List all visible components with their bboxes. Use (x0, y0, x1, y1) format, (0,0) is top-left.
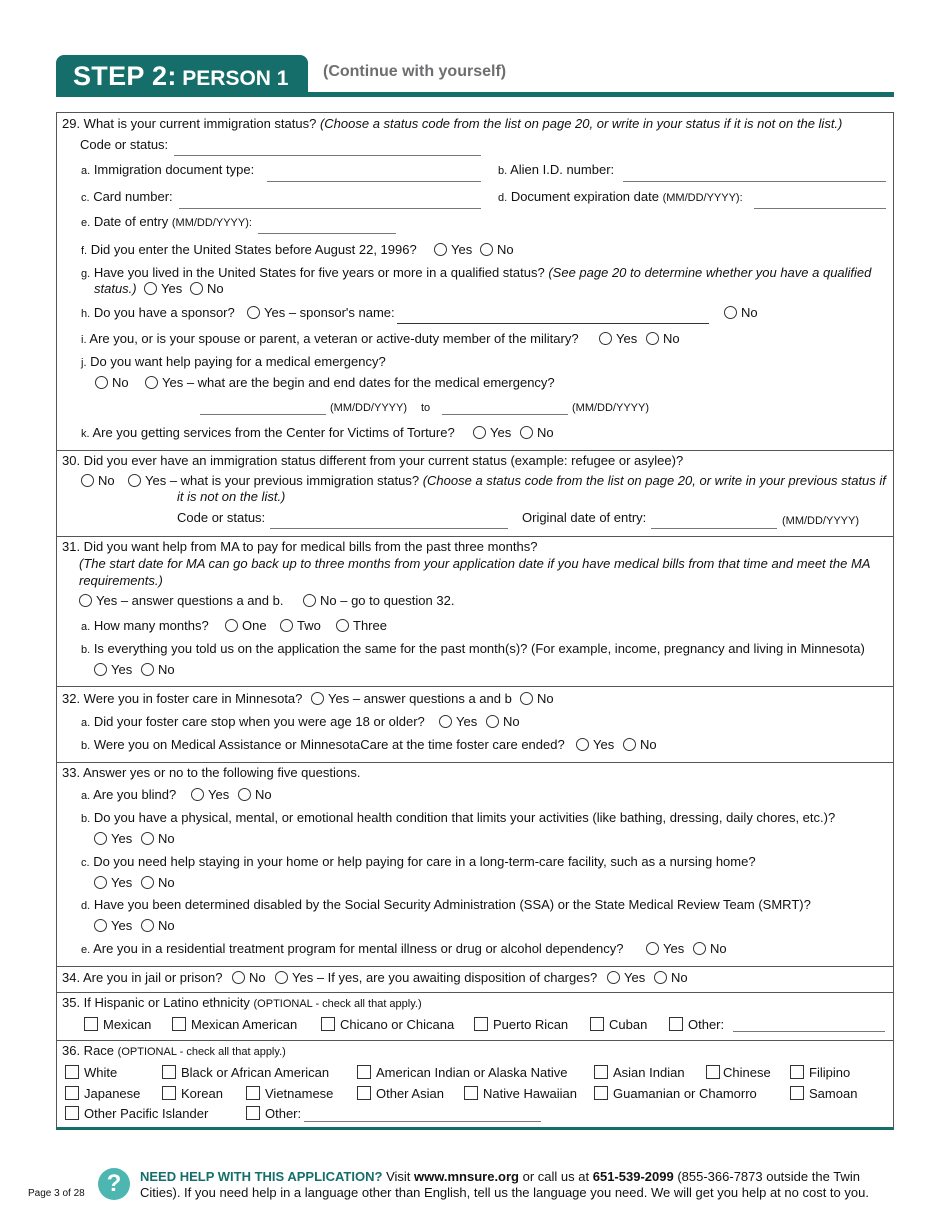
q29-j-fmt2: (MM/DD/YYYY) (572, 402, 649, 414)
q33-a-yes-label: Yes (208, 787, 230, 802)
q36-checkbox-chinese[interactable] (706, 1065, 720, 1079)
q33-d-yes-label: Yes (111, 918, 133, 933)
q33-b-yes-label: Yes (111, 831, 133, 846)
q36-option-guamanian: Guamanian or Chamorro (613, 1086, 757, 1101)
q36-option-other: Other: (265, 1106, 302, 1121)
q36-checkbox-samoan[interactable] (790, 1086, 804, 1100)
q34-divider (57, 966, 893, 967)
q36-checkbox-white[interactable] (65, 1065, 79, 1079)
q36-checkbox-native-hawaiian[interactable] (464, 1086, 478, 1100)
q29-j-yes-label: Yes – what are the begin and end dates for the medical emergency? (162, 375, 555, 390)
q36-option-samoan: Samoan (809, 1086, 858, 1101)
q29-f-no-radio[interactable] (480, 243, 493, 256)
q33-d-label: d. Have you been determined disabled by the Social Security Administration (SSA) or the State Medical Review Team (SMRT)? (81, 897, 811, 912)
q36-checkbox-other-pacific-islander[interactable] (65, 1106, 79, 1120)
q36-checkbox-american-indian[interactable] (357, 1065, 371, 1079)
q36-option-white: White (84, 1065, 118, 1080)
q36-checkbox-guamanian[interactable] (594, 1086, 608, 1100)
q30-code-label: Code or status: (177, 510, 266, 525)
q35-divider (57, 992, 893, 993)
q29-b-field[interactable] (623, 181, 886, 182)
q33-d-no-radio[interactable] (141, 919, 154, 932)
q36-option-chinese: Chinese (723, 1065, 771, 1080)
q31-two-radio[interactable] (280, 619, 293, 632)
q36-option-native-hawaiian: Native Hawaiian (483, 1086, 577, 1101)
q29-g-yes-label: Yes (161, 281, 183, 296)
q36-option-asian-indian: Asian Indian (613, 1065, 685, 1080)
emergency-end-date-field[interactable] (442, 414, 568, 415)
q35-checkbox-puerto-rican[interactable] (474, 1017, 488, 1031)
q36-checkbox-asian-indian[interactable] (594, 1065, 608, 1079)
q29-h-label: h. Do you have a sponsor? (81, 305, 235, 320)
q29-k-yes-label: Yes (490, 425, 512, 440)
q32-b-label: b. Were you on Medical Assistance or MinnesotaCare at the time foster care ended? (81, 737, 565, 752)
q29-g-hint: status.) (94, 281, 137, 296)
q29-f-yes-radio[interactable] (434, 243, 447, 256)
q33-e-label: e. Are you in a residential treatment program for mental illness or drug or alcohol dependency? (81, 941, 624, 956)
q29-f-yes-label: Yes (451, 242, 473, 257)
help-line-1: NEED HELP WITH THIS APPLICATION? Visit www.mnsure.org or call us at 651-539-2099 (855-366-7873 outside the Twin (140, 1169, 860, 1184)
q29-g-no-label: No (207, 281, 224, 296)
q29-f-label: f. Did you enter the United States before August 22, 1996? (81, 242, 417, 257)
q30-fmt: (MM/DD/YYYY) (782, 515, 859, 527)
phone-number: 651-539-2099 (592, 1169, 674, 1184)
emergency-begin-date-field[interactable] (200, 414, 326, 415)
q34-charges-yes-label: Yes (624, 970, 646, 985)
q32-no-label: No (537, 691, 554, 706)
q33-e-no-label: No (710, 941, 727, 956)
q29-b-label: b. Alien I.D. number: (498, 162, 615, 177)
q32-divider (57, 686, 893, 687)
q36-checkbox-vietnamese[interactable] (246, 1086, 260, 1100)
q31-a-label: a. How many months? (81, 618, 209, 633)
step-header-tab (56, 55, 308, 97)
q36-option-japanese: Japanese (84, 1086, 141, 1101)
q32-no-radio[interactable] (520, 692, 533, 705)
header-rule (56, 92, 894, 97)
q35-option-chicano: Chicano or Chicana (340, 1017, 455, 1032)
q31-yes-label: Yes – answer questions a and b. (96, 593, 284, 608)
q35-option-other: Other: (688, 1017, 725, 1032)
q29-j-no-radio[interactable] (95, 376, 108, 389)
q33-a-no-radio[interactable] (238, 788, 251, 801)
q32-b-yes-radio[interactable] (576, 738, 589, 751)
q29-c-field[interactable] (179, 208, 481, 209)
q32-text: 32. Were you in foster care in Minnesota? (62, 691, 303, 706)
q29-g-no-radio[interactable] (190, 282, 203, 295)
q33-a-no-label: No (255, 787, 272, 802)
q35-checkbox-other[interactable] (669, 1017, 683, 1031)
q31-b-yes-label: Yes (111, 662, 133, 677)
q34-text: 34. Are you in jail or prison? (62, 970, 223, 985)
q31-yes-radio[interactable] (79, 594, 92, 607)
q31-divider (57, 536, 893, 537)
q35-option-mexican-american: Mexican American (191, 1017, 298, 1032)
q35-checkbox-mexican[interactable] (84, 1017, 98, 1031)
q31-hint1: (The start date for MA can go back up to three months from your application date if you have medical bills from that time and meet the MA (79, 556, 871, 571)
q29-j-no-label: No (112, 375, 129, 390)
q29-g-yes-radio[interactable] (144, 282, 157, 295)
q36-checkbox-other-asian[interactable] (357, 1086, 371, 1100)
q35-other-field[interactable] (733, 1031, 885, 1032)
q32-a-yes-label: Yes (456, 714, 478, 729)
q33-c-yes-radio[interactable] (94, 876, 107, 889)
q36-checkbox-korean[interactable] (162, 1086, 176, 1100)
q31-two-label: Two (297, 618, 321, 633)
q34-no-label: No (249, 970, 266, 985)
q32-a-no-label: No (503, 714, 520, 729)
q29-h-no-radio[interactable] (724, 306, 737, 319)
step-label: STEP 2: (73, 61, 177, 91)
person-label: PERSON 1 (182, 67, 289, 90)
q36-option-american-indian: American Indian or Alaska Native (376, 1065, 568, 1080)
q35-checkbox-chicano[interactable] (321, 1017, 335, 1031)
q29-k-no-radio[interactable] (520, 426, 533, 439)
q31-text: 31. Did you want help from MA to pay for medical bills from the past three months? (62, 539, 538, 554)
q33-d-yes-radio[interactable] (94, 919, 107, 932)
q36-option-vietnamese: Vietnamese (265, 1086, 334, 1101)
q30-yes-radio[interactable] (128, 474, 141, 487)
q29-a-label: a. Immigration document type: (81, 162, 255, 177)
q29-k-no-label: No (537, 425, 554, 440)
q29-f-no-label: No (497, 242, 514, 257)
q30-entry-field[interactable] (651, 528, 777, 529)
q33-c-yes-label: Yes (111, 875, 133, 890)
q29-h-yes-radio[interactable] (247, 306, 260, 319)
q31-b-label: b. Is everything you told us on the application the same for the past month(s)? (For example, income, pregnancy and living in Minnesota) (81, 641, 865, 656)
q31-b-no-radio[interactable] (141, 663, 154, 676)
q36-option-other-asian: Other Asian (376, 1086, 444, 1101)
q29-i-yes-radio[interactable] (599, 332, 612, 345)
q29-h-no-label: No (741, 305, 758, 320)
form-box (56, 112, 894, 1130)
q34-yes-radio[interactable] (275, 971, 288, 984)
q31-b-yes-radio[interactable] (94, 663, 107, 676)
q29-i-no-label: No (663, 331, 680, 346)
q33-e-no-radio[interactable] (693, 942, 706, 955)
q29-j-yes-radio[interactable] (145, 376, 158, 389)
q35-checkbox-cuban[interactable] (590, 1017, 604, 1031)
q33-divider (57, 762, 893, 763)
q30-code-field[interactable] (270, 528, 508, 529)
q34-yes-label: Yes – If yes, are you awaiting disposition of charges? (292, 970, 598, 985)
q35-option-cuban: Cuban (609, 1017, 648, 1032)
q29-i-label: i. Are you, or is your spouse or parent, a veteran or active-duty member of the military? (81, 331, 579, 346)
q36-checkbox-other[interactable] (246, 1106, 260, 1120)
q30-yes-label: Yes – what is your previous immigration status? (Choose a status code from the list on page 20, or write in your previous status if (145, 473, 886, 488)
q32-b-no-radio[interactable] (623, 738, 636, 751)
q36-option-korean: Korean (181, 1086, 223, 1101)
q29-text: 29. What is your current immigration status? (Choose a status code from the list on page 20, or write in your status if it is not on the list.) (62, 116, 843, 131)
q33-a-yes-radio[interactable] (191, 788, 204, 801)
q33-b-label: b. Do you have a physical, mental, or emotional health condition that limits your activities (like bathing, dressing, daily chores, etc.)? (81, 810, 836, 825)
q33-b-no-label: No (158, 831, 175, 846)
q34-charges-no-radio[interactable] (654, 971, 667, 984)
q33-b-yes-radio[interactable] (94, 832, 107, 845)
website-link[interactable]: www.mnsure.org (414, 1169, 519, 1184)
q29-code-field[interactable] (174, 155, 481, 156)
q30-no-radio[interactable] (81, 474, 94, 487)
q29-h-yes-label: Yes – sponsor's name: (264, 305, 395, 320)
q29-g-label: g. Have you lived in the United States for five years or more in a qualified status? (See page 20 to determine whether you have a qualified (81, 265, 872, 280)
q32-yes-radio[interactable] (311, 692, 324, 705)
q30-text: 30. Did you ever have an immigration status different from your current status (example: refugee or asylee)? (62, 453, 684, 468)
q32-b-no-label: No (640, 737, 657, 752)
q33-text: 33. Answer yes or no to the following five questions. (62, 765, 361, 780)
q35-option-puerto-rican: Puerto Rican (493, 1017, 569, 1032)
q31-b-no-label: No (158, 662, 175, 677)
q29-code-label: Code or status: (80, 137, 169, 152)
q29-i-no-radio[interactable] (646, 332, 659, 345)
sponsor-name-field[interactable] (397, 323, 709, 324)
q32-a-yes-radio[interactable] (439, 715, 452, 728)
q32-a-label: a. Did your foster care stop when you were age 18 or older? (81, 714, 425, 729)
q32-a-no-radio[interactable] (486, 715, 499, 728)
q29-c-label: c. Card number: (81, 189, 173, 204)
q30-divider (57, 450, 893, 451)
q33-c-no-radio[interactable] (141, 876, 154, 889)
q34-charges-yes-radio[interactable] (607, 971, 620, 984)
q29-i-yes-label: Yes (616, 331, 638, 346)
question-mark-icon: ? (98, 1168, 130, 1200)
q32-b-yes-label: Yes (593, 737, 615, 752)
q29-d-label: d. Document expiration date (MM/DD/YYYY): (498, 189, 743, 204)
q35-text: 35. If Hispanic or Latino ethnicity (OPTIONAL - check all that apply.) (62, 995, 422, 1010)
q29-j-fmt1: (MM/DD/YYYY) (330, 402, 407, 414)
q29-k-yes-radio[interactable] (473, 426, 486, 439)
q29-j-label: j. Do you want help paying for a medical emergency? (81, 354, 386, 369)
q33-e-yes-label: Yes (663, 941, 685, 956)
q36-option-filipino: Filipino (809, 1065, 851, 1080)
q33-c-label: c. Do you need help staying in your home or help paying for care in a long-term-care facility, such as a nursing home? (81, 854, 756, 869)
help-line-2: Cities). If you need help in a language other than English, tell us the language you need. We will get you help at no cost to you. (140, 1185, 869, 1200)
q36-text: 36. Race (OPTIONAL - check all that apply.) (62, 1043, 286, 1058)
q36-divider (57, 1040, 893, 1041)
q36-checkbox-japanese[interactable] (65, 1086, 79, 1100)
q29-e-field[interactable] (258, 233, 396, 234)
header-subtitle: (Continue with yourself) (323, 63, 507, 80)
q34-no-radio[interactable] (232, 971, 245, 984)
q29-k-label: k. Are you getting services from the Center for Victims of Torture? (81, 425, 455, 440)
q36-other-field[interactable] (304, 1121, 541, 1122)
q32-yes-label: Yes – answer questions a and b (328, 691, 512, 706)
q30-hint: it is not on the list.) (177, 489, 286, 504)
q36-checkbox-filipino[interactable] (790, 1065, 804, 1079)
q31-hint2: requirements.) (79, 573, 163, 588)
q31-no-radio[interactable] (303, 594, 316, 607)
q34-charges-no-label: No (671, 970, 688, 985)
q29-a-field[interactable] (267, 181, 481, 182)
q29-j-to: to (421, 402, 431, 414)
q31-three-label: Three (353, 618, 387, 633)
q29-d-field[interactable] (754, 208, 886, 209)
q35-checkbox-mexican-american[interactable] (172, 1017, 186, 1031)
q31-no-label: No – go to question 32. (320, 593, 455, 608)
q36-option-black: Black or African American (181, 1065, 330, 1080)
q36-checkbox-black[interactable] (162, 1065, 176, 1079)
q30-no-label: No (98, 473, 115, 488)
q31-one-label: One (242, 618, 267, 633)
q31-one-radio[interactable] (225, 619, 238, 632)
q33-a-label: a. Are you blind? (81, 787, 177, 802)
q36-option-other-pacific-islander: Other Pacific Islander (84, 1106, 209, 1121)
q33-b-no-radio[interactable] (141, 832, 154, 845)
q33-e-yes-radio[interactable] (646, 942, 659, 955)
q35-option-mexican: Mexican (103, 1017, 152, 1032)
page-number: Page 3 of 28 (28, 1188, 85, 1199)
q30-entry-label: Original date of entry: (522, 510, 647, 525)
q31-three-radio[interactable] (336, 619, 349, 632)
q33-d-no-label: No (158, 918, 175, 933)
q29-e-label: e. Date of entry (MM/DD/YYYY): (81, 214, 252, 229)
q33-c-no-label: No (158, 875, 175, 890)
